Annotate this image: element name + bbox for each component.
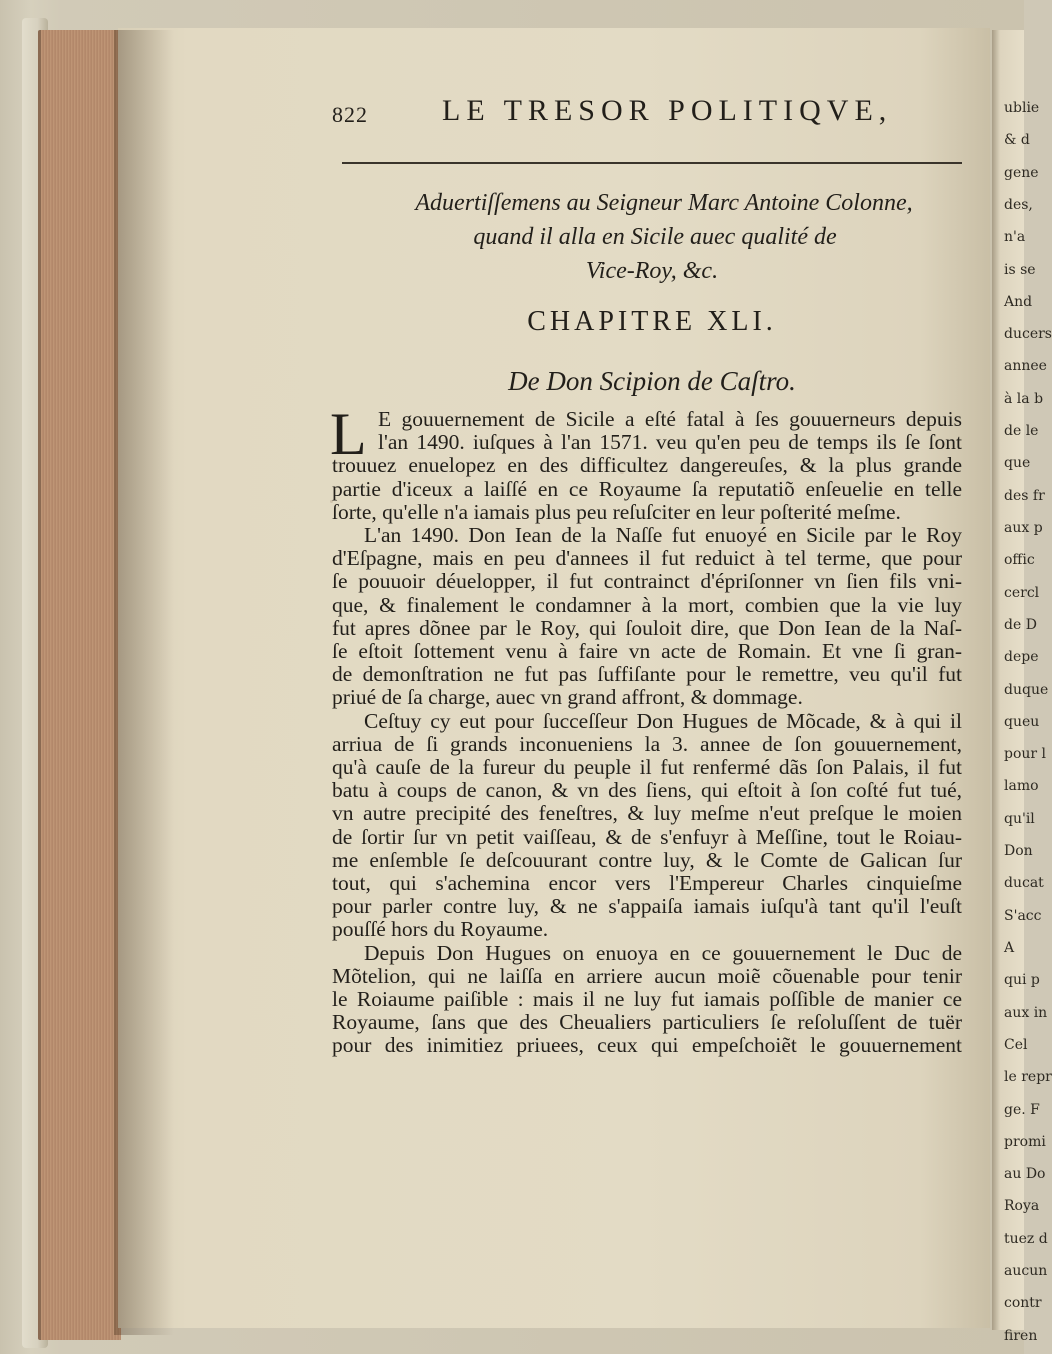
facing-page-fragment: promi	[1004, 1133, 1046, 1150]
facing-page-fragment: des,	[1004, 196, 1033, 213]
page-number: 822	[332, 102, 368, 127]
facing-page-fragment: Don	[1004, 843, 1033, 860]
notice-line: Aduertiſſemens au Seigneur Marc Antoine Colonne,	[415, 190, 913, 216]
text-line: Mõtelion, qui ne laiſſa en arriere aucun moiẽ cõuenable pour tenir	[332, 963, 962, 988]
body-text	[330, 401, 962, 1058]
facing-page-fragment: A	[1004, 940, 1015, 956]
facing-page-fragment: firen	[1004, 1327, 1038, 1344]
text-line: d'Eſpagne, mais en peu d'annees il fut reduict à tel terme, que pour	[332, 546, 962, 571]
facing-page-fragment: is se	[1004, 261, 1036, 278]
facing-page-fragment: cercl	[1004, 584, 1040, 601]
text-line: priué de ſa charge, auec vn grand affront, & dommage.	[332, 685, 803, 710]
facing-page-fragment: lamo	[1004, 778, 1039, 795]
page-content	[332, 90, 972, 1320]
facing-page-fragment: depe	[1004, 649, 1039, 666]
text-line: arriua de ſi grands inconueniens la 3. annee de ſon gouuernement,	[332, 731, 962, 756]
facing-page-fragment: contr	[1004, 1295, 1042, 1312]
text-line: fut apres dõnee par le Roy, qui ſouloit dire, que Don Iean de la Naſ-	[332, 615, 962, 640]
text-line: de demonſtration ne fut pas ſuffiſante pour le remettre, veu qu'il fut	[332, 662, 962, 687]
chapter-notice	[332, 186, 972, 288]
facing-page-fragment: aucun	[1004, 1263, 1048, 1280]
facing-page-fragment: duque	[1004, 681, 1049, 698]
facing-page-fragment: pour l	[1004, 746, 1047, 763]
text-line: de ſortir ſur vn petit vaiſſeau, & de s'enfuyr à Meſſine, tout le Roiau-	[332, 824, 962, 849]
facing-page-fragment: tuez d	[1004, 1230, 1048, 1247]
text-line: pouſſé hors du Royaume.	[332, 917, 549, 942]
facing-page-fragment: ducat	[1004, 875, 1044, 892]
facing-page-fragment: Roya	[1004, 1198, 1040, 1215]
running-title: LE TRESOR POLITIQVE,	[442, 94, 893, 127]
text-line: vn autre precipité des feneſtres, & luy meſme n'eut preſque le moien	[332, 801, 962, 826]
drop-cap: L	[330, 401, 367, 467]
text-line: partie d'iceux a laiſſé en ce Royaume ſa reputatiõ enſeuelie en telle	[332, 476, 962, 501]
text-line: l'an 1490. iuſques à l'an 1571. veu qu'en peu de temps ils ſe ſont	[378, 430, 962, 455]
facing-page-fragment: aux p	[1004, 520, 1043, 536]
facing-page-fragment: ge. F	[1004, 1101, 1040, 1118]
text-line: Ceſtuy cy eut pour ſucceſſeur Don Hugues de Mõcade, & à qui il	[364, 708, 962, 733]
text-line: batu à coups de canon, & vn des ſiens, qui eſtoit à ſon coſté fut tué,	[332, 778, 962, 803]
text-line: pour parler contre luy, & ne s'appaiſa iamais iuſqu'à tant qu'il l'euſt	[332, 894, 962, 919]
facing-page-fragment: S'acc	[1004, 907, 1042, 924]
facing-page-fragment: que	[1004, 455, 1031, 472]
text-line: me enſemble ſe deſcouurant contre luy, & le Comte de Galican ſur	[332, 847, 962, 872]
running-head	[332, 90, 972, 150]
chapter-title: CHAPITRE XLI.	[527, 306, 777, 337]
chapter-subtitle: De Don Scipion de Caſtro.	[508, 366, 796, 396]
gutter-shadow	[114, 30, 174, 1335]
facing-page-fragment: de D	[1004, 616, 1037, 633]
text-line: ſe pouuoir déuelopper, il fut contrainct d'épriſonner vn ſien fils vni-	[332, 569, 962, 594]
facing-page-fragment: n'a	[1004, 229, 1026, 246]
facing-page-fragment: annee	[1004, 358, 1047, 375]
facing-page-fragment: ducers	[1004, 326, 1052, 343]
facing-page-fragment: au Do	[1004, 1166, 1046, 1183]
facing-page-fragment: qui p	[1004, 972, 1040, 989]
facing-page-fragment: le repr	[1004, 1069, 1052, 1086]
facing-page-fragment: gene	[1004, 164, 1039, 181]
text-line: E gouuernement de Sicile a eſté fatal à ſes gouuerneurs depuis	[378, 407, 962, 431]
notice-line: Vice-Roy, &c.	[585, 258, 719, 284]
facing-page-fragment: queu	[1004, 713, 1040, 730]
text-line: le Roiaume paiſible : mais il ne luy fut iamais poſſible de manier ce	[332, 987, 962, 1012]
text-line: pour des inimitiez priuees, ceux qui empeſchoiẽt le gouuernement	[332, 1033, 962, 1058]
facing-page-fragment: And	[1004, 293, 1033, 310]
text-line: Royaume, ſans que des Cheualiers particuliers ſe reſoluſſent de tuër	[332, 1010, 962, 1035]
facing-page-fragment: à la b	[1004, 390, 1044, 407]
text-line: trouuez enuelopez en des difficultez dangereuſes, & la plus grande	[332, 453, 962, 478]
facing-page-fragment: Cel	[1004, 1036, 1028, 1053]
facing-page-fragment: offic	[1004, 552, 1035, 569]
notice-line: quand il alla en Sicile auec qualité de	[473, 224, 837, 250]
text-line: tout, qui s'achemina encor vers l'Empereur Charles cinquieſme	[332, 871, 962, 896]
text-line: ſorte, qu'elle n'a iamais plus peu reſuſciter en leur poſterité meſme.	[332, 499, 901, 524]
text-line: que, & finalement le condamner à la mort, combien que la vie luy	[332, 592, 962, 617]
text-line: qu'à cauſe de la fureur du peuple il fut renfermé dãs ſon Palais, il fut	[332, 755, 962, 780]
facing-page-fragment: aux in	[1004, 1004, 1048, 1021]
facing-page-fragment: qu'il	[1004, 810, 1035, 827]
facing-page-fragment: ublie	[1004, 100, 1040, 116]
facing-page-fragment: des fr	[1004, 487, 1045, 504]
facing-page-strip	[992, 30, 1052, 1344]
facing-page-fragment: de le	[1004, 423, 1039, 440]
book-fore-edge	[38, 30, 121, 1340]
text-line: L'an 1490. Don Iean de la Naſſe fut enuoyé en Sicile par le Roy	[364, 523, 962, 548]
facing-page-fragment: & d	[1004, 132, 1030, 149]
text-line: Depuis Don Hugues on enuoya en ce gouuernement le Duc de	[364, 940, 962, 965]
text-line: ſe eſtoit ſottement venu à faire vn acte de Romain. Et vne ſi gran-	[332, 639, 962, 664]
header-rule	[342, 162, 962, 164]
